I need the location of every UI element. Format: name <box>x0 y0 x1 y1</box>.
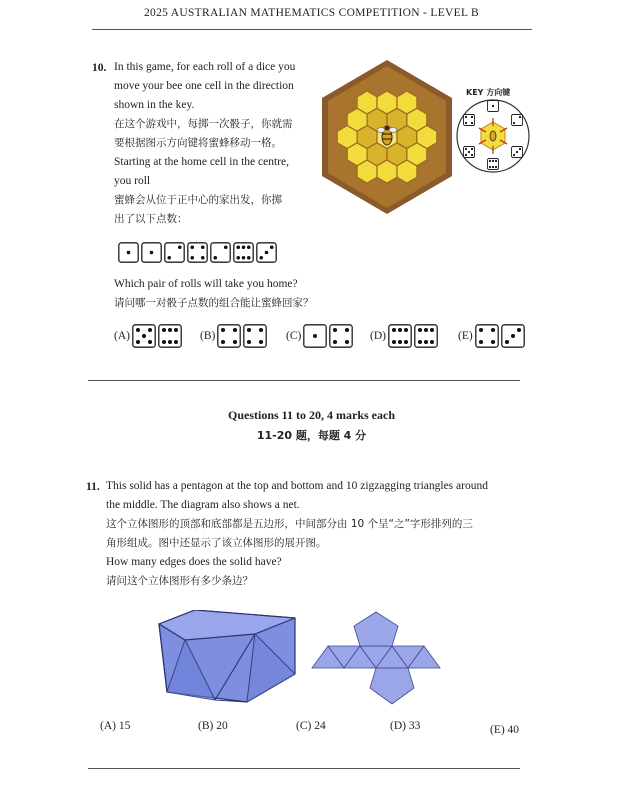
option-label: (E) <box>458 330 473 342</box>
page-header: 2025 AUSTRALIAN MATHEMATICS COMPETITION - LEVEL B <box>144 7 479 19</box>
option-label: (B) <box>200 330 216 342</box>
q11-line-cn: 这个立体图形的顶部和底部都是五边形，中间部分由 10 个呈“之”字形排列的三 <box>106 518 473 530</box>
header-rule <box>92 29 532 30</box>
dice-face-icon <box>233 242 254 263</box>
footer-rule <box>88 768 520 769</box>
q11-option-a[interactable]: (A) 15 <box>100 720 131 732</box>
option-label: (C) <box>286 330 302 342</box>
q11-number: 11. <box>86 481 100 493</box>
solid-net <box>308 604 448 712</box>
q10-options <box>114 324 534 350</box>
q11-option-e[interactable]: (E) 40 <box>490 724 520 736</box>
q10-line-cn: 要根据图示方向键将蜜蜂移动一格。 <box>114 137 282 149</box>
dice-face-icon <box>243 324 267 348</box>
dice-face-icon <box>164 242 185 263</box>
q11-options <box>100 720 540 740</box>
q10-option-e[interactable] <box>458 324 525 348</box>
q10-line: move your bee one cell in the direction <box>114 80 294 92</box>
q11-option-c[interactable]: (C) 24 <box>296 720 326 732</box>
dice-face-icon <box>501 324 525 348</box>
key-dice-icon <box>512 115 523 126</box>
q11-line: the middle. The diagram also shows a net. <box>106 499 300 511</box>
dice-face-icon <box>158 324 182 348</box>
q11-text-block <box>106 477 546 591</box>
dice-face-icon <box>132 324 156 348</box>
hex-cell <box>417 126 437 149</box>
dice-face-icon <box>210 242 231 263</box>
q10-line-cn: 出了以下点数： <box>114 213 188 225</box>
option-label: (D) <box>370 330 386 342</box>
key-dice-icon <box>464 147 475 158</box>
direction-key <box>455 98 531 174</box>
q11-question-cn: 请问这个立体图形有多少条边？ <box>106 575 253 587</box>
dice-face-icon <box>414 324 438 348</box>
q10-line: Starting at the home cell in the centre, <box>114 156 289 168</box>
bee-icon <box>490 131 496 141</box>
q10-line: In this game, for each roll of a dice you <box>114 61 296 73</box>
dice-face-icon <box>118 242 139 263</box>
q10-question-cn: 请问哪一对骰子点数的组合能让蜜蜂回家？ <box>114 297 314 309</box>
q10-line: shown in the key. <box>114 99 195 111</box>
q10-question: Which pair of rolls will take you home? <box>114 278 298 290</box>
q10-option-c[interactable] <box>286 324 353 348</box>
key-dice-icon <box>512 147 523 158</box>
key-dice-icon <box>488 159 499 170</box>
dice-face-icon <box>141 242 162 263</box>
q11-question: How many edges does the solid have? <box>106 556 282 568</box>
q10-line-cn: 在这个游戏中，每掷一次骰子，你就需 <box>114 118 293 130</box>
q10-line: you roll <box>114 175 151 187</box>
dice-face-icon <box>329 324 353 348</box>
dice-face-icon <box>187 242 208 263</box>
q10-text-block <box>114 58 314 229</box>
q10-option-b[interactable] <box>200 324 267 348</box>
q10-line-cn: 蜜蜂会从位于正中心的家出发，你掷 <box>114 194 282 206</box>
section-title-cn: 11-20 题，每题 4 分 <box>256 429 367 442</box>
dice-face-icon <box>475 324 499 348</box>
q11-line: This solid has a pentagon at the top and bottom and 10 zigzagging triangles around <box>106 480 488 492</box>
q10-option-d[interactable] <box>370 324 438 348</box>
section-rule <box>88 380 520 381</box>
q11-line-cn: 角形组成。图中还显示了该立体图形的展开图。 <box>106 537 327 549</box>
q11-option-d[interactable]: (D) 33 <box>390 720 421 732</box>
q11-option-b[interactable]: (B) 20 <box>198 720 228 732</box>
option-label: (A) <box>114 330 130 342</box>
key-dice-icon <box>464 115 475 126</box>
pentagonal-antiprism-solid <box>155 610 305 706</box>
dice-face-icon <box>388 324 412 348</box>
dice-face-icon <box>217 324 241 348</box>
dice-face-icon <box>256 242 277 263</box>
section-title: Questions 11 to 20, 4 marks each <box>227 408 395 422</box>
key-label: KEY 方向键 <box>466 88 511 97</box>
key-dice-icon <box>488 101 499 112</box>
q10-option-a[interactable] <box>114 324 182 348</box>
dice-face-icon <box>303 324 327 348</box>
rolls-sequence <box>118 242 279 263</box>
hex-board <box>318 58 456 216</box>
q10-number: 10. <box>92 62 107 74</box>
